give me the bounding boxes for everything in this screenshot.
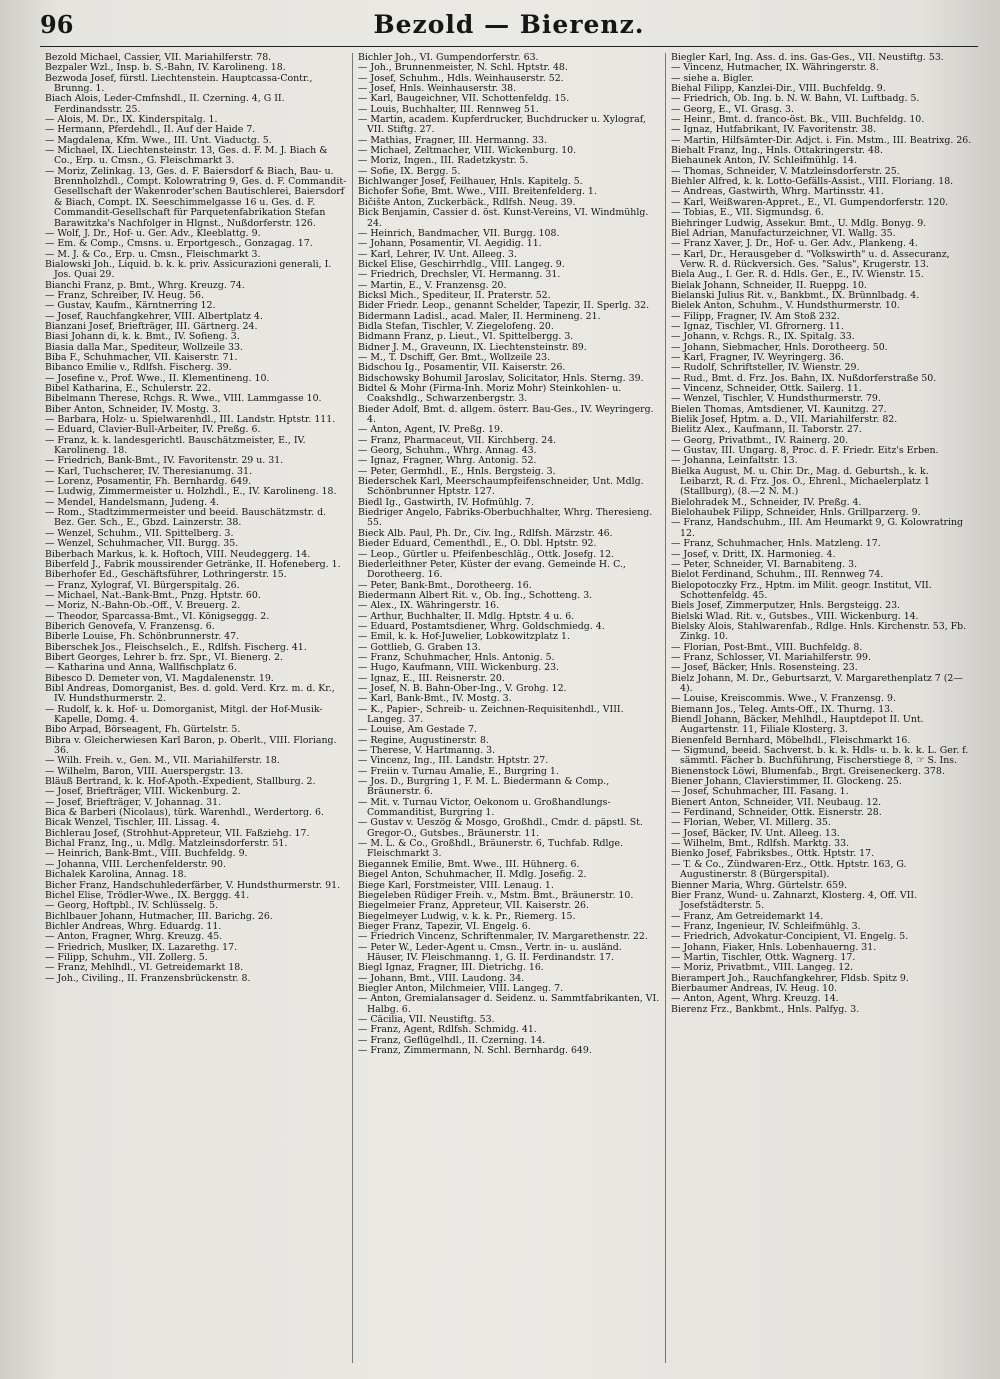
directory-entry: — Ferdinand, Schneider, Ottk. Eisnerstr. 28.	[671, 807, 882, 819]
directory-column-1	[40, 53, 352, 1363]
directory-entry: — Peter, Bank-Bmt., Dorotheerg. 16.	[358, 579, 532, 591]
directory-entry: — Johann, Bmt., VIII. Laudong. 34.	[358, 972, 525, 984]
directory-entry: Bielsky Alois, Stahlwarenfab., Rdlge. Hnls. Kirchenstr. 53, Fb. Zinkg. 10.	[671, 620, 967, 643]
directory-entry: — Andreas, Gastwirth, Whrg. Martinsstr. 41.	[671, 186, 884, 198]
directory-entry: Biberich Genovefa, V. Franzensg. 6.	[45, 620, 215, 632]
directory-entry: — Georg, E., VI. Grasg. 3.	[671, 103, 794, 115]
directory-entry: — Friedrich, Bank-Bmt., IV. Favoritenstr. 29 u. 31.	[45, 455, 284, 467]
directory-entry: — Hugo, Kaufmann, VIII. Wickenburg. 23.	[358, 662, 560, 674]
directory-entry: Biedermann Albert Rit. v., Ob. Ing., Schotteng. 3.	[358, 589, 593, 601]
directory-entry: — Josef, Schuhm., Hdls. Weinhauserstr. 52.	[358, 72, 564, 84]
directory-entry: Bielski Wlad. Rit. v., Gutsbes., VIII. Wickenburg. 14.	[671, 610, 919, 622]
directory-entry: — Florian, Weber, VI. Millerg. 35.	[671, 817, 831, 829]
directory-entry: — Michael, Zeltmacher, VIII. Wickenburg. 10.	[358, 145, 577, 157]
directory-entry: — siehe a. Bigler.	[671, 72, 754, 84]
directory-entry: Bielohradek M., Schneider, IV. Preßg. 4.	[671, 496, 862, 508]
directory-entry: Biener Johann, Clavierstimmer, II. Glockeng. 25.	[671, 776, 902, 788]
directory-entry: — Heinrich, Bank-Bmt., VIII. Buchfeldg. 9.	[45, 848, 248, 860]
directory-entry: Biegel Anton, Schuhmacher, II. Mdlg. Josefig. 2.	[358, 869, 587, 881]
directory-entry: — Michael, Nat.-Bank-Bmt., Pnzg. Hptstr. 60.	[45, 589, 261, 601]
directory-entry: — Franz, Agent, Rdlfsh. Schmidg. 41.	[358, 1024, 537, 1036]
directory-entry: — Sofie, IX. Bergg. 5.	[358, 165, 461, 177]
directory-entry: — Georg, Privatbmt., IV. Rainerg. 20.	[671, 434, 849, 446]
directory-entry: — Georg, Hoftpbl., IV. Schlüsselg. 5.	[45, 900, 219, 912]
directory-entry: Biehal Filipp, Kanzlei-Dir., VIII. Buchfeldg. 9.	[671, 83, 886, 95]
directory-entry: Bielanski Julius Rit. v., Bankbmt., IX. Brünnlbadg. 4.	[671, 289, 920, 301]
directory-entry: — Wenzel, Schuhmacher, VII. Burgg. 35.	[45, 538, 239, 550]
directory-entry: — Rudolf, k. k. Hof- u. Domorganist, Mitgl. der Hof-Musik-Kapelle, Domg. 4.	[45, 703, 323, 725]
directory-entry: — Josef, Rauchfangkehrer, VIII. Albertplatz 4.	[45, 310, 263, 322]
directory-entry: Bieder Adolf, Bmt. d. allgem. österr. Bau-Ges., IV. Weyringerg. 4.	[358, 403, 654, 426]
directory-entry: Bierampert Joh., Rauchfangkehrer, Fldsb. Spitz 9.	[671, 972, 909, 984]
directory-entry: Biegler Karl, Ing. Ass. d. ins. Gas-Ges., VII. Neustiftg. 53.	[671, 53, 944, 63]
directory-entry: — Peter, Germhdl., E., Hnls. Bergsteig. 3.	[358, 465, 556, 477]
directory-entry: Bičište Anton, Zuckerbäck., Rdlfsh. Neug. 39.	[358, 196, 576, 208]
directory-entry: — Friedrich Vincenz, Schriftenmaler, IV. Margarethenstr. 22.	[358, 931, 648, 943]
directory-entry: Biendl Johann, Bäcker, Mehlhdl., Hauptdepot II. Unt. Augartenstr. 11, Filiale Klosterg. 3.	[671, 714, 924, 736]
directory-columns	[40, 53, 978, 1363]
directory-entry: Bick Benjamin, Cassier d. öst. Kunst-Vereins, VI. Windmühlg. 24.	[358, 207, 649, 229]
directory-entry: — Wilhelm, Baron, VIII. Auerspergstr. 13.	[45, 765, 244, 777]
directory-entry: — Josef, Briefträger, V. Johannag. 31.	[45, 796, 222, 808]
directory-entry: — Ignaz, Tischler, VI. Gfrornerg. 11.	[671, 320, 844, 332]
directory-entry: — Josef, Hnls. Weinhauserstr. 38.	[358, 83, 517, 95]
directory-entry: — K., Papier-, Schreib- u. Zeichnen-Requisitenhdl., VIII. Langeg. 37.	[358, 703, 624, 725]
directory-entry: — Martin, E., V. Franzensg. 20.	[358, 279, 507, 291]
directory-entry: — Moriz, N.-Bahn-Ob.-Off., V. Breuerg. 2.	[45, 600, 241, 612]
directory-entry: — Ignaz, Hutfabrikant, IV. Favoritenstr. 38.	[671, 124, 877, 136]
directory-entry: — Josef, Schuhmacher, III. Fasang. 1.	[671, 786, 849, 798]
directory-entry: — Johann, Siebmacher, Hnls. Dorotheerg. 50.	[671, 341, 888, 353]
directory-entry: — Alois, M. Dr., IX. Kinderspitalg. 1.	[45, 114, 218, 126]
directory-entry: — Gustav, Kaufm., Kärntnerring 12.	[45, 300, 216, 312]
directory-entry: — Hermann, Pferdehdl., II. Auf der Haide 7.	[45, 124, 256, 136]
directory-entry: Bichel Elise, Trödler-Wwe., IX. Berggg. 41.	[45, 889, 250, 901]
directory-entry: — Emil, k. k. Hof-Juwelier, Lobkowitzplatz 1.	[358, 631, 570, 643]
directory-entry: — Josef, Bäcker, IV. Unt. Alleeg. 13.	[671, 827, 840, 839]
directory-entry: — Franz, Pharmaceut, VII. Kirchberg. 24.	[358, 434, 557, 446]
directory-entry: Bienko Josef, Fabriksbes., Ottk. Hptstr. 17.	[671, 848, 875, 860]
directory-entry: Biemann Jos., Teleg. Amts-Off., IX. Thurng. 13.	[671, 703, 894, 715]
directory-entry: — Louis, Buchhalter, III. Rennweg 51.	[358, 103, 539, 115]
directory-entry: — Josef, N. B. Bahn-Ober-Ing., V. Grohg. 12.	[358, 682, 567, 694]
directory-entry: — Martin, Tischler, Ottk. Wagnerg. 17.	[671, 951, 856, 963]
directory-entry: Biedl Ig., Gastwirth, IV. Hofmühlg. 7.	[358, 496, 534, 508]
directory-entry: Biasia dalla Mar., Spediteur, Wollzeile 33.	[45, 341, 243, 353]
directory-entry: — Ludwig, Zimmermeister u. Holzhdl., E., IV. Karolineng. 18.	[45, 486, 337, 498]
directory-entry: — Florian, Post-Bmt., VIII. Buchfeldg. 8.	[671, 641, 863, 653]
directory-entry: — Freiin v. Turnau Amalie, E., Burgring 1.	[358, 765, 559, 777]
directory-entry: Biegl Ignaz, Fragner, III. Dietrichg. 16.	[358, 962, 544, 974]
directory-entry: — Eduard, Clavier-Bull-Arbeiter, IV. Preßg. 6.	[45, 424, 261, 436]
directory-entry: — Ignaz, E., III. Reisnerstr. 20.	[358, 672, 505, 684]
directory-entry: Bichalek Karolina, Annag. 18.	[45, 869, 187, 881]
directory-entry: — Regine, Augustinerstr. 8.	[358, 734, 489, 746]
directory-entry: — Joh., Brunnenmeister, N. Schl. Hptstr. 48.	[358, 62, 568, 74]
directory-entry: Biberbach Markus, k. k. Hoftoch, VIII. Neudeggerg. 14.	[45, 548, 311, 560]
directory-entry: — Gustav, III. Ungarg. 8, Proc. d. F. Friedr. Eitz's Erben.	[671, 445, 939, 457]
directory-entry: Biege Karl, Forstmeister, VIII. Lenaug. 1.	[358, 879, 554, 891]
directory-entry: — Louise, Am Gestade 7.	[358, 724, 477, 736]
directory-entry: — Karl, Dr., Herausgeber d. "Volkswirth" u. d. Assecuranz, Verw. R. d. Rückversich. Ges. "Salus", Krugerstr. 13.	[671, 248, 950, 270]
directory-entry: — Gustav v. Ueszög & Mosgo, Großhdl., Cmdr. d. päpstl. St. Gregor-O., Gutsbes., Bräunerstr. 11.	[358, 817, 643, 839]
directory-entry: Bibesco D. Demeter von, VI. Magdalenenstr. 19.	[45, 672, 274, 684]
directory-entry: — Vincenz, Ing., III. Landstr. Hptstr. 27.	[358, 755, 549, 767]
directory-column-2	[352, 53, 665, 1363]
page-header	[40, 12, 978, 47]
directory-entry: — Wolf, J. Dr., Hof- u. Ger. Adv., Kleeblattg. 9.	[45, 227, 261, 239]
directory-entry: Biberschek Jos., Fleischselch., E., Rdlfsh. Fischerg. 41.	[45, 641, 307, 653]
directory-entry: Biel Adrian, Manufacturzeichner, VI. Wallg. 35.	[671, 227, 896, 239]
directory-entry: — Friedrich, Drechsler, VI. Hermanng. 31.	[358, 269, 561, 281]
directory-entry: Bieck Alb. Paul, Ph. Dr., Civ. Ing., Rdlfsh. Märzstr. 46.	[358, 527, 613, 539]
directory-entry: — Friedrich, Muslker, IX. Lazarethg. 17.	[45, 941, 238, 953]
directory-entry: — Mendel, Handelsmann, Judeng. 4.	[45, 496, 220, 508]
directory-entry: Bielak Johann, Schneider, II. Rueppg. 10.	[671, 279, 867, 291]
directory-entry: — Franz, Schlosser, VI. Mariahilferstr. 99.	[671, 651, 871, 663]
directory-entry: Bicher Franz, Handschuhlederfärber, V. Hundsthurmerstr. 91.	[45, 879, 341, 891]
directory-entry: — Georg, Schuhm., Whrg. Annag. 43.	[358, 445, 537, 457]
directory-entry: Bidtel & Mohr (Firma-Inh. Moriz Mohr) Steinkohlen- u. Coakshdlg., Schwarzenbergstr. 3.	[358, 383, 622, 405]
directory-column-3	[665, 53, 978, 1363]
directory-entry: — Johann, Fiaker, Hnls. Lobenhauerng. 31.	[671, 941, 877, 953]
directory-entry: — Eduard, Postamtsdiener, Whrg. Goldschmiedg. 4.	[358, 620, 605, 632]
directory-entry: Bica & Barberi (Nicolaus), türk. Warenhdl., Werdertorg. 6.	[45, 807, 324, 819]
directory-entry: Bicksl Mich., Spediteur, II. Praterstr. 52.	[358, 289, 551, 301]
directory-entry: Biba F., Schuhmacher, VII. Kaiserstr. 71.	[45, 351, 238, 363]
directory-entry: Bianchi Franz, p. Bmt., Whrg. Kreuzg. 74.	[45, 279, 245, 291]
directory-entry: — Martin, Hilfsämter-Dir. Adjct. i. Fin. Mstm., III. Beatrixg. 26.	[671, 134, 972, 146]
directory-entry: Bichlbauer Johann, Hutmacher, III. Barichg. 26.	[45, 910, 273, 922]
directory-entry: Biegelmeyer Ludwig, v. k. k. Pr., Riemerg. 15.	[358, 910, 576, 922]
directory-entry: Bezold Michael, Cassier, VII. Mariahilferstr. 78.	[45, 53, 272, 63]
directory-entry: — Franz, Schuhmacher, Hnls. Matzleng. 17.	[671, 538, 881, 550]
directory-entry: Biach Alois, Leder-Cmfnshdl., II. Czerning. 4, G II. Ferdinandsstr. 25.	[45, 93, 285, 115]
directory-entry: Bielz Johann, M. Dr., Geburtsarzt, V. Margarethenplatz 7 (2—4).	[671, 672, 963, 694]
directory-entry: — Anton, Gremialansager d. Seidenz. u. Sammtfabrikanten, VI. Halbg. 6.	[358, 993, 660, 1015]
directory-entry: — Karl, Baugeichner, VII. Schottenfeldg. 15.	[358, 93, 570, 105]
directory-entry: — Anton, Agent, Whrg. Kreuzg. 14.	[671, 993, 839, 1005]
directory-entry: — Barbara, Holz- u. Spielwarenhdl., III. Landstr. Hptstr. 111.	[45, 414, 336, 426]
directory-entry: Biederleithner Peter, Küster der evang. Gemeinde H. C., Dorotheerg. 16.	[358, 558, 626, 581]
directory-entry: — M., T. Dschiff, Ger. Bmt., Wollzeile 23.	[358, 351, 551, 363]
directory-entry: — Johann, v. Rchgs. R., IX. Spitalg. 33.	[671, 331, 855, 343]
directory-entry: Biehaunek Anton, IV. Schleifmühlg. 14.	[671, 155, 857, 167]
directory-entry: — Therese, V. Hartmanng. 3.	[358, 745, 496, 757]
directory-entry: — Moriz, Ingen., III. Radetzkystr. 5.	[358, 155, 529, 167]
directory-entry: — Josef, Briefträger, VIII. Wickenburg. 2.	[45, 786, 241, 798]
directory-entry: — Michael, IX. Liechtensteinstr. 13, Ges. d. F. M. J. Biach & Co., Erp. u. Cmsn., G. Fleischmarkt 3.	[45, 145, 328, 167]
directory-entry: Bielik Josef, Hptm. a. D., VII. Mariahilferstr. 82.	[671, 414, 898, 426]
directory-entry: — Rom., Stadtzimmermeister und beeid. Bauschätzmstr. d. Bez. Ger. Sch., E., Gbzd. Lainzerstr. 38.	[45, 507, 327, 529]
directory-entry: — Rudolf, Schriftsteller, IV. Wienstr. 29.	[671, 362, 860, 374]
directory-entry: Biela Aug., I. Ger. R. d. Hdls. Ger., E., IV. Wienstr. 15.	[671, 269, 924, 281]
directory-entry: Bezwoda Josef, fürstl. Liechtenstein. Hauptcassa-Contr., Brunng. 1.	[45, 72, 313, 95]
directory-entry: — Anton, Agent, IV. Preßg. 19.	[358, 424, 503, 436]
directory-entry: — Franz, Schuhmacher, Hnls. Antonig. 5.	[358, 651, 555, 663]
directory-entry: Bichlerau Josef, (Strohhut-Appreteur, VII. Faßziehg. 17.	[45, 827, 310, 839]
directory-entry: — Peter, Schneider, VI. Barnabiteng. 3.	[671, 558, 858, 570]
directory-entry: — Filipp, Schuhm., VII. Zollerg. 5.	[45, 951, 208, 963]
directory-entry: — Franz, Mehlhdl., VI. Getreidemarkt 18.	[45, 962, 244, 974]
directory-entry: — Leop., Gürtler u. Pfeifenbeschläg., Ottk. Josefg. 12.	[358, 548, 615, 560]
directory-entry: Bichlwanger Josef, Feilhauer, Hnls. Kapitelg. 5.	[358, 176, 583, 188]
directory-entry: — Wenzel, Tischler, V. Hundsthurmerstr. 79.	[671, 393, 881, 405]
directory-entry: Bicak Wenzel, Tischler, III. Lissag. 4.	[45, 817, 221, 829]
directory-entry: Bierenz Frz., Bankbmt., Hnls. Palfyg. 3.	[671, 1003, 860, 1015]
directory-entry: Bidschou Ig., Posamentir, VII. Kaiserstr. 26.	[358, 362, 566, 374]
directory-entry: Bibl Andreas, Domorganist, Bes. d. gold. Verd. Krz. m. d. Kr., IV. Hundsthurmerstr. 2.	[45, 682, 335, 705]
directory-entry: Bezpaler Wzl., Insp. b. S.-Bahn, IV. Karolineng. 18.	[45, 62, 286, 74]
directory-entry: — Anton, Fragner, Whrg. Kreuzg. 45.	[45, 931, 223, 943]
directory-entry: — Rud., Bmt. d. Frz. Jos. Bahn, IX. Nußdorferstraße 50.	[671, 372, 937, 384]
directory-entry: — Theodor, Sparcassa-Bmt., VI. Königseggg. 2.	[45, 610, 270, 622]
directory-entry: Bienenfeld Bernhard, Möbelhdl., Fleischmarkt 16.	[671, 734, 911, 746]
directory-entry: — M. J. & Co., Erp. u. Cmsn., Fleischmarkt 3.	[45, 248, 261, 260]
directory-entry: — Josef, v. Dritt, IX. Harmonieg. 4.	[671, 548, 836, 560]
directory-entry: — Alex., IX. Währingerstr. 16.	[358, 600, 500, 612]
directory-entry: — Karl, Fragner, IV. Weyringerg. 36.	[671, 351, 844, 363]
page-number: 96	[40, 10, 74, 39]
directory-entry: — Heinr., Bmt. d. franco-öst. Bk., VIII. Buchfeldg. 10.	[671, 114, 925, 126]
directory-entry: Bibanco Emilie v., Rdlfsh. Fischerg. 39.	[45, 362, 232, 374]
directory-entry: Bielitz Alex., Kaufmann, II. Taborstr. 27.	[671, 424, 862, 436]
directory-entry: Biberle Louise, Fh. Schönbrunnerstr. 47.	[45, 631, 240, 643]
directory-entry: Bienner Maria, Whrg. Gürtelstr. 659.	[671, 879, 848, 891]
directory-entry: — Sigmund, beeid. Sachverst. b. k. k. Hdls- u. b. k. k. L. Ger. f. sämmtl. Fächer b. Buchführung, Fischerstiege 8, ☞ S. Ins.	[671, 745, 969, 767]
directory-entry: — Franz Xaver, J. Dr., Hof- u. Ger. Adv., Plankeng. 4.	[671, 238, 918, 250]
directory-entry: — Josef, Bäcker, Hnls. Rosensteing. 23.	[671, 662, 858, 674]
directory-entry: — Karl, Bank-Bmt., IV. Mostg. 3.	[358, 693, 512, 705]
directory-entry: Bidmann Franz, p. Lieut., VI. Spittelbergg. 3.	[358, 331, 574, 343]
directory-entry: — Magdalena, Kfm. Wwe., III. Unt. Viaductg. 5.	[45, 134, 272, 146]
directory-entry: — Filipp, Fragner, IV. Am Stoß 232.	[671, 310, 840, 322]
directory-entry: — Johann, Posamentir, VI. Aegidig. 11.	[358, 238, 542, 250]
directory-entry: Biegler Anton, Milchmeier, VIII. Langeg. 7.	[358, 982, 564, 994]
directory-entry: Bichler Joh., VI. Gumpendorferstr. 63.	[358, 53, 539, 63]
directory-entry: — Vincenz, Schneider, Ottk. Sailerg. 11.	[671, 383, 862, 394]
directory-entry: — Josefine v., Prof. Wwe., II. Klementineng. 10.	[45, 372, 270, 384]
directory-entry: Biehringer Ludwig, Assekur. Bmt., U. Mdlg. Bonyg. 9.	[671, 217, 927, 229]
directory-entry: — Arthur, Buchhalter, II. Mdlg. Hptstr. 4 u. 6.	[358, 610, 575, 622]
directory-entry: — Friedrich, Ob. Ing. b. N. W. Bahn, VI. Luftbadg. 5.	[671, 93, 920, 105]
directory-entry: — Joh., Civiling., II. Franzensbrückenstr. 8.	[45, 972, 251, 984]
directory-entry: — Louise, Kreiscommis. Wwe., V. Franzensg. 9.	[671, 693, 896, 705]
directory-entry: Biederschek Karl, Meerschaumpfeifenschneider, Unt. Mdlg. Schönbrunner Hptstr. 127.	[358, 476, 644, 498]
directory-entry: Bielen Thomas, Amtsdiener, VI. Kaunitzg. 27.	[671, 403, 887, 415]
directory-entry: — Tobias, E., VII. Sigmundsg. 6.	[671, 207, 824, 219]
directory-entry: Bienert Anton, Schneider, VII. Neubaug. 12.	[671, 796, 882, 808]
directory-entry: Bialowski Joh., Liquid. b. k. k. priv. Assicurazioni generali, I. Jos. Quai 29.	[45, 258, 332, 281]
directory-entry: — Karl, Tuchscherer, IV. Theresianumg. 31.	[45, 465, 252, 477]
directory-entry: — Moriz, Privatbmt., VIII. Langeg. 12.	[671, 962, 854, 974]
directory-entry: — Franz, Am Getreidemarkt 14.	[671, 910, 824, 922]
directory-entry: Bläuß Bertrand, k. k. Hof-Apoth.-Expedient, Stallburg. 2.	[45, 776, 316, 788]
directory-entry: Bibel Katharina, E., Schulerstr. 22.	[45, 383, 211, 394]
directory-entry: Bielohaubek Filipp, Schneider, Hnls. Grillparzerg. 9.	[671, 507, 921, 519]
directory-entry: Bichal Franz, Ing., u. Mdlg. Matzleinsdorferstr. 51.	[45, 838, 288, 850]
directory-entry: Bickel Elise, Geschirrhdlg., VIII. Langeg. 9.	[358, 258, 565, 270]
directory-entry: Bier Franz, Wund- u. Zahnarzt, Klosterg. 4, Off. VII. Josefstädterstr. 5.	[671, 889, 918, 912]
directory-entry: Biehler Alfred, k. k. Lotto-Gefälls-Assist., VIII. Floriang. 18.	[671, 176, 954, 188]
directory-entry: — Karl, Weißwaren-Appret., E., VI. Gumpendorferstr. 120.	[671, 196, 949, 208]
directory-entry: — Franz, Schreiber, IV. Heug. 56.	[45, 289, 204, 301]
directory-entry: — Peter W., Leder-Agent u. Cmsn., Vertr. in- u. ausländ. Häuser, IV. Fleischmanng. 1, G. II. Ferdinandstr. 17.	[358, 941, 622, 963]
directory-entry: Bielek Anton, Schuhm., V. Hundsthurmerstr. 10.	[671, 300, 900, 312]
directory-entry: — Em. & Comp., Cmsns. u. Erportgesch., Gonzagag. 17.	[45, 238, 313, 250]
page-title: Bezold — Bierenz.	[373, 10, 645, 39]
directory-entry: Bierbaumer Andreas, IV. Heug. 10.	[671, 982, 838, 994]
directory-entry: — Karl, Lehrer, IV. Unt. Alleeg. 3.	[358, 248, 517, 260]
directory-entry: Bidschowsky Bohumil Jaroslav, Solicitator, Hnls. Sterng. 39.	[358, 372, 644, 384]
directory-entry: — Cäcilia, VII. Neustiftg. 53.	[358, 1013, 495, 1025]
directory-entry: — Franz, Xylograf, VI. Bürgerspitalg. 26.	[45, 579, 240, 591]
directory-entry: Biberfeld J., Fabrik moussirender Getränke, II. Hofeneberg. 1.	[45, 558, 341, 570]
directory-entry: Bibo Arpad, Börseagent, Fh. Gürtelstr. 5.	[45, 724, 241, 736]
directory-entry: — Wilh. Freih. v., Gen. M., VII. Mariahilferstr. 18.	[45, 755, 280, 767]
directory-entry: — Lorenz, Posamentir, Fh. Bernhardg. 649.	[45, 476, 252, 488]
directory-entry: — Vincenz, Hutmacher, IX. Währingerstr. 8.	[671, 62, 879, 74]
directory-entry: — T. & Co., Zündwaren-Erz., Ottk. Hptstr. 163, G. Augustinerstr. 8 (Bürgerspital).	[671, 858, 907, 881]
directory-entry: — Franz, Geflügelhdl., II. Czerning. 14.	[358, 1034, 546, 1046]
directory-entry: Biedriger Angelo, Fabriks-Oberbuchhalter, Whrg. Theresieng. 55.	[358, 507, 653, 529]
directory-entry: — Johanna, VIII. Lerchenfelderstr. 90.	[45, 858, 226, 870]
directory-entry: Biegeleben Rüdiger Freih. v., Mstm. Bmt., Bräunerstr. 10.	[358, 889, 634, 901]
directory-entry: Bieger Franz, Tapezir, VI. Engelg. 6.	[358, 920, 531, 932]
directory-entry: — Gottlieb, G. Graben 13.	[358, 641, 481, 653]
directory-entry: Biasi Johann di, k. k. Bmt., IV. Sofieng. 3.	[45, 331, 240, 343]
directory-entry: Bibelmann Therese, Rchgs. R. Wwe., VIII. Lammgasse 10.	[45, 393, 322, 405]
directory-entry: Biegelmeier Franz, Appreteur, VII. Kaiserstr. 26.	[358, 900, 589, 912]
directory-entry: — Wilhelm, Bmt., Rdlfsh. Marktg. 33.	[671, 838, 850, 850]
directory-entry: Bidla Stefan, Tischler, V. Ziegelofeng. 20.	[358, 320, 554, 332]
directory-entry: — Franz, Ingenieur, IV. Schleifmühlg. 3.	[671, 920, 861, 932]
directory-entry: Bienenstock Löwi, Blumenfab., Brgt. Greiseneckerg. 378.	[671, 765, 945, 777]
directory-entry: Bielopotoczky Frz., Hptm. im Milit. geogr. Institut, VII. Schottenfeldg. 45.	[671, 579, 932, 601]
directory-entry: Bielot Ferdinand, Schuhm., III. Rennweg 74.	[671, 569, 884, 581]
directory-entry: — Ignaz, Fragner, Whrg. Antonig. 52.	[358, 455, 537, 467]
directory-entry: Bidner J. M., Graveunn, IX. Liechtensteinstr. 89.	[358, 341, 587, 353]
directory-entry: — Johanna, Leinfaltstr. 13.	[671, 455, 798, 467]
directory-entry: — Martin, academ. Kupferdrucker, Buchdrucker u. Xylograf, VII. Stiftg. 27.	[358, 114, 646, 136]
directory-entry: Bichofer Sofie, Bmt. Wwe., VIII. Breitenfelderg. 1.	[358, 186, 597, 198]
directory-entry: — Heinrich, Bandmacher, VII. Burgg. 108.	[358, 227, 560, 239]
directory-entry: Bibert Georges, Lehrer b. frz. Spr., VI. Bienerg. 2.	[45, 651, 283, 663]
directory-entry: Bidermann Ladisl., acad. Maler, II. Hermineng. 21.	[358, 310, 601, 322]
directory-entry: — Friedrich, Advokatur-Concipient, VI. Engelg. 5.	[671, 931, 909, 943]
directory-entry: — Franz, Handschuhm., III. Am Heumarkt 9, G. Kolowratring 12.	[671, 517, 963, 539]
directory-entry: Bider Friedr. Leop., genannt Schelder, Tapezir, II. Sperlg. 32.	[358, 300, 650, 312]
directory-entry: Biehalt Franz, Ing., Hnls. Ottakringerstr. 48.	[671, 145, 883, 157]
directory-entry: Biegannek Emilie, Bmt. Wwe., III. Hühnerg. 6.	[358, 858, 580, 870]
directory-entry: Biels Josef, Zimmerputzer, Hnls. Bergsteigg. 23.	[671, 600, 901, 612]
directory-entry: — Wenzel, Schuhm., VII. Spittelberg. 3.	[45, 527, 234, 539]
directory-entry: Bianzani Josef, Briefträger, III. Gärtnerg. 24.	[45, 320, 258, 332]
directory-entry: — Katharina und Anna, Wallfischplatz 6.	[45, 662, 237, 674]
directory-entry: — Mit. v. Turnau Victor, Oekonom u. Großhandlungs-Commanditist, Burgring 1.	[358, 796, 611, 819]
directory-entry: Bichler Andreas, Whrg. Eduardg. 11.	[45, 920, 222, 932]
directory-entry: — Jos. D., Burgring 1, F. M. L. Biedermann & Comp., Bräunerstr. 6.	[358, 776, 610, 798]
directory-entry: — Franz, k. k. landesgerichtl. Bauschätzmeister, E., IV. Karolineng. 18.	[45, 434, 306, 457]
directory-entry: — Thomas, Schneider, V. Matzleinsdorferstr. 25.	[671, 165, 900, 177]
directory-entry: Bielka August, M. u. Chir. Dr., Mag. d. Geburtsh., k. k. Leibarzt, R. d. Frz. Jos. O., Ehrenl., Michaelerplatz 1 (Stallburg), (8.—2 N. M.)	[671, 465, 930, 498]
directory-entry: — Franz, Zimmermann, N. Schl. Bernhardg. 649.	[358, 1045, 592, 1056]
directory-entry: — Mathias, Fragner, III. Hermanng. 33.	[358, 134, 547, 146]
directory-entry: Bieder Eduard, Cementhdl., E., O. Dbl. Hptstr. 92.	[358, 538, 597, 550]
directory-entry: Biberhofer Ed., Geschäftsführer, Lothringerstr. 15.	[45, 569, 287, 581]
directory-entry: Biber Anton, Schneider, IV. Mostg. 3.	[45, 403, 221, 415]
directory-entry: Bibra v. Gleicherwiesen Karl Baron, p. Oberlt., VIII. Floriang. 36.	[45, 734, 337, 757]
directory-entry: — M. L. & Co., Großhdl., Bräunerstr. 6, Tuchfab. Rdlge. Fleischmarkt 3.	[358, 838, 624, 860]
directory-entry: — Moriz, Zelinkag. 13, Ges. d. F. Baiersdorf & Biach, Bau- u. Brennholzhdl., Compt. Kolowratring 9, Ges. d. F. Commandit-Gesellschaft der Wakenroder'schen Bautischlerei, Baiersdorf & Biach, Compt. IX. Seeschimmelgasse 16 u. Ges. d. F. Commandit-Gesellschaft für Parquetenfabrikation Stefan Barawitzka's Nachfolger in Hlgnst., Nußdorferstr. 126.	[45, 165, 347, 229]
